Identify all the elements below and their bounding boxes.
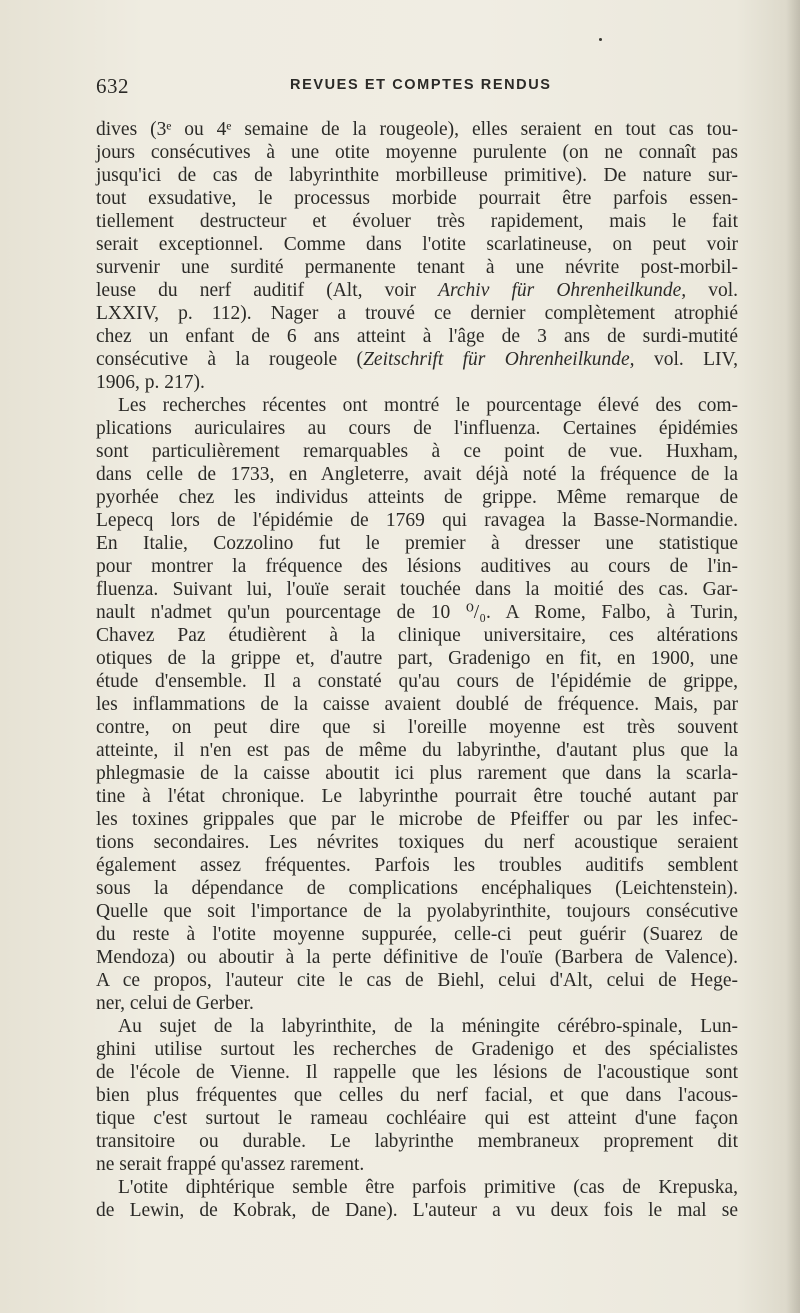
text-line: dans celle de 1733, en Angleterre, avait déjà noté la fréquence de la <box>96 464 738 485</box>
text-line: ne serait frappé qu'assez rarement. <box>96 1154 365 1175</box>
text-line: jours consécutives à une otite moyenne purulente (on ne connaît pas <box>96 142 738 163</box>
text-line: du reste à l'otite moyenne suppurée, celle-ci peut guérir (Suarez de <box>96 924 738 945</box>
text-segment: consécutive à la rougeole ( <box>96 349 364 370</box>
page-header <box>96 74 738 98</box>
text-line: sont particulièrement remarquables à ce point de vue. Huxham, <box>96 441 738 462</box>
journal-title: Archiv für Ohrenheilkunde, <box>438 280 687 301</box>
text-line: nault n'admet qu'un pourcentage de 10 ⁰/₀. A Rome, Falbo, à Turin, <box>96 602 738 623</box>
page-edge-shadow <box>786 0 800 1313</box>
body-text <box>96 118 738 1222</box>
text-segment: vol. LIV, <box>634 349 738 370</box>
text-line: les inflammations de la caisse avaient doublé de fréquence. Mais, par <box>96 694 738 715</box>
text-line: jusqu'ici de cas de labyrinthite morbilleuse primitive). De nature sur- <box>96 165 738 186</box>
text-line: également assez fréquentes. Parfois les troubles auditifs semblent <box>96 855 738 876</box>
text-line: chez un enfant de 6 ans atteint à l'âge de 3 ans de surdi-mutité <box>96 326 738 347</box>
text-line: tout exsudative, le processus morbide pourrait être parfois essen- <box>96 188 738 209</box>
page-number: 632 <box>96 74 129 98</box>
text-line: de Lewin, de Kobrak, de Dane). L'auteur a vu deux fois le mal se <box>96 1200 738 1221</box>
text-line: plications auriculaires au cours de l'influenza. Certaines épidémies <box>96 418 738 439</box>
text-line: les toxines grippales que par le microbe de Pfeiffer ou par les infec- <box>96 809 738 830</box>
text-line: pyorhée chez les individus atteints de grippe. Même remarque de <box>96 487 738 508</box>
text-line: serait exceptionnel. Comme dans l'otite scarlatineuse, on peut voir <box>96 234 738 255</box>
text-line: ghini utilise surtout les recherches de Gradenigo et des spécialistes <box>96 1039 738 1060</box>
text-line: transitoire ou durable. Le labyrinthe membraneux proprement dit <box>96 1131 738 1152</box>
text-line <box>96 279 738 302</box>
text-line: Quelle que soit l'importance de la pyolabyrinthite, toujours consécutive <box>96 901 738 922</box>
text-line: En Italie, Cozzolino fut le premier à dresser une statistique <box>96 533 738 554</box>
text-line <box>96 348 738 371</box>
text-line: 1906, p. 217). <box>96 372 205 393</box>
text-line: LXXIV, p. 112). Nager a trouvé ce dernier complètement atrophié <box>96 303 738 324</box>
text-line: tions secondaires. Les névrites toxiques du nerf acoustique seraient <box>96 832 738 853</box>
text-line: étude d'ensemble. Il a constaté qu'au cours de l'épidémie de grippe, <box>96 671 738 692</box>
text-line: de l'école de Vienne. Il rappelle que les lésions de l'acoustique sont <box>96 1062 738 1083</box>
text-line: Lepecq lors de l'épidémie de 1769 qui ravagea la Basse-Normandie. <box>96 510 738 531</box>
text-line: pour montrer la fréquence des lésions auditives au cours de l'in- <box>96 556 738 577</box>
text-segment: leuse du nerf auditif (Alt, voir <box>96 280 439 301</box>
text-line: phlegmasie de la caisse aboutit ici plus rarement que dans la scarla- <box>96 763 738 784</box>
text-line: sous la dépendance de complications encéphaliques (Leichtenstein). <box>96 878 738 899</box>
text-line: fluenza. Suivant lui, l'ouïe serait touchée dans la moitié des cas. Gar- <box>96 579 738 600</box>
journal-title: Zeitschrift für Ohrenheilkunde, <box>363 349 635 370</box>
text-line: survenir une surdité permanente tenant à une névrite post-morbil- <box>96 257 738 278</box>
text-line: A ce propos, l'auteur cite le cas de Biehl, celui d'Alt, celui de Hege- <box>96 970 738 991</box>
text-line: otiques de la grippe et, d'autre part, Gradenigo en fit, en 1900, une <box>96 648 738 669</box>
text-line: contre, on peut dire que si l'oreille moyenne est très souvent <box>96 717 738 738</box>
text-line: tine à l'état chronique. Le labyrinthe pourrait être touché autant par <box>96 786 738 807</box>
text-line: Au sujet de la labyrinthite, de la méningite cérébro-spinale, Lun- <box>118 1016 738 1037</box>
text-line: Chavez Paz étudièrent à la clinique universitaire, ces altérations <box>96 625 738 646</box>
text-line: Les recherches récentes ont montré le pourcentage élevé des com- <box>118 395 738 416</box>
text-line: ner, celui de Gerber. <box>96 993 254 1014</box>
text-line: bien plus fréquentes que celles du nerf facial, et que dans l'acous- <box>96 1085 738 1106</box>
text-line: L'otite diphtérique semble être parfois primitive (cas de Krepuska, <box>118 1177 738 1198</box>
text-segment: vol. <box>686 280 738 301</box>
ink-speck <box>599 38 602 41</box>
text-line: tiellement destructeur et évoluer très rapidement, mais le fait <box>96 211 738 232</box>
text-line: tique c'est surtout le rameau cochléaire qui est atteint d'une façon <box>96 1108 738 1129</box>
running-title: REVUES ET COMPTES RENDUS <box>290 77 552 93</box>
text-line: dives (3ᵉ ou 4ᵉ semaine de la rougeole), elles seraient en tout cas tou- <box>96 119 738 140</box>
text-line: atteinte, il n'en est pas de même du labyrinthe, d'autant plus que la <box>96 740 738 761</box>
text-line: Mendoza) ou aboutir à la perte définitive de l'ouïe (Barbera de Valence). <box>96 947 738 968</box>
